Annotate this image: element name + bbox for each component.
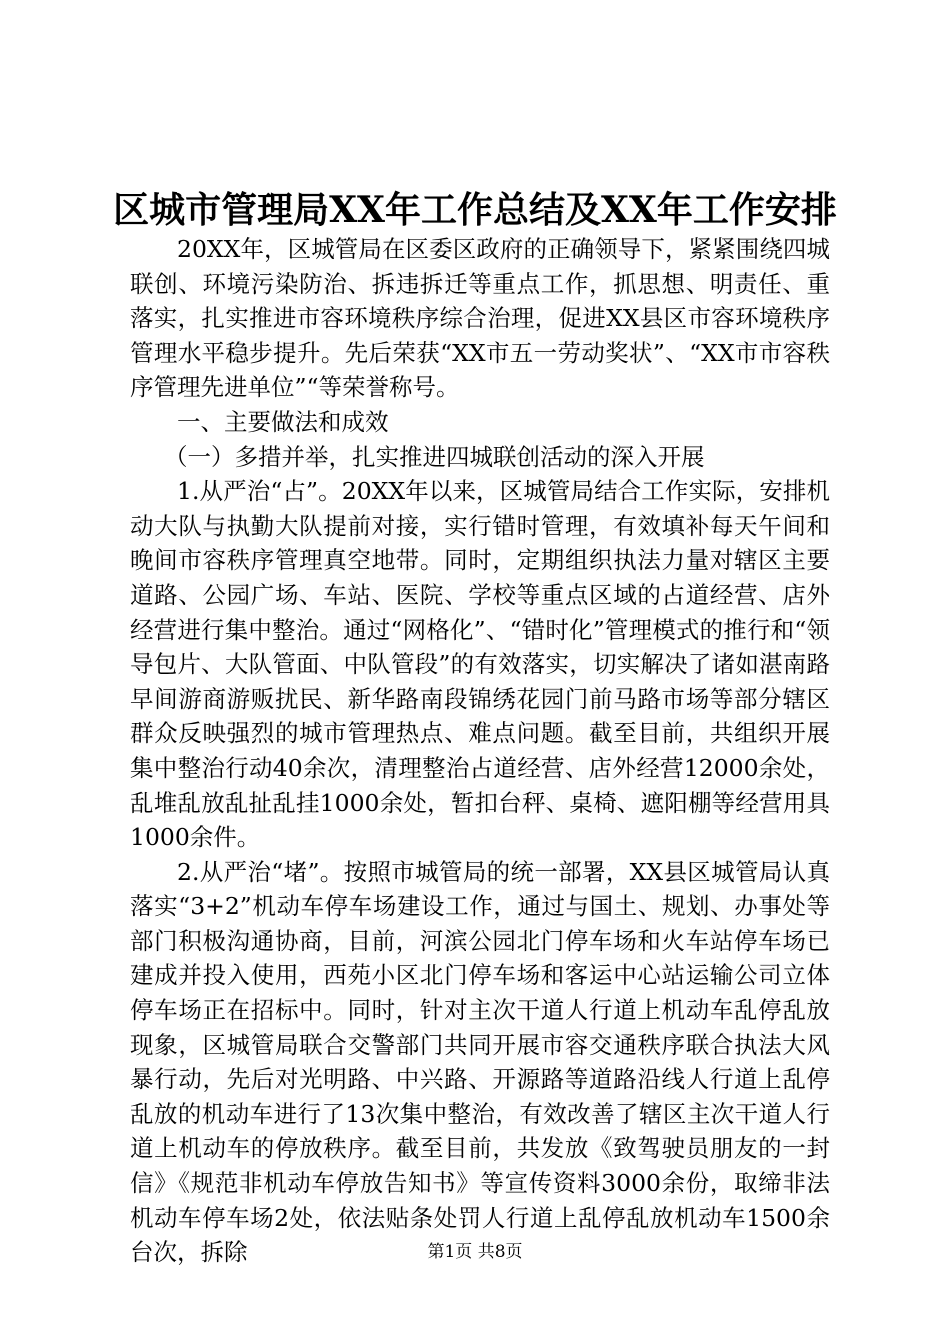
body-paragraph: 2.从严治“堵”。按照市城管局的统一部署，XX县区城管局认真落实“3+2”机动车停车场建设工作，通过与国土、规划、办事处等部门积极沟通协商，目前，河滨公园北门停车场和火车站停车场已建成并投入使用，西苑小区北门停车场和客运中心站运输公司立体停车场正在招标中。同时，针对主次干道人行道上机动车乱停乱放现象，区城管局联合交警部门共同开展市容交通秩序联合执法大风暴行动，先后对光明路、中兴路、开源路等道路沿线人行道上乱停乱放的机动车进行了13次集中整治，有效改善了辖区主次干道人行道上机动车的停放秩序。截至目前，共发放《致驾驶员朋友的一封信》《规范非机动车停放告知书》等宣传资料3000余份，取缔非法机动车停车场2处，依法贴条处罚人行道上乱停乱放机动车1500余台次，拆除 <box>130 857 830 1267</box>
document-title: 区城市管理局XX年工作总结及XX年工作安排 <box>113 189 837 231</box>
section-heading: 一、主要做法和成效 <box>177 407 389 436</box>
subsection-heading: （一）多措并举，扎实推进四城联创活动的深入开展 <box>164 442 705 471</box>
page-footer: 第1页 共8页 <box>427 1242 523 1262</box>
document-body <box>130 232 830 1270</box>
body-paragraph: 1.从严治“占”。20XX年以来，区城管局结合工作实际，安排机动大队与执勤大队提前对接，实行错时管理，有效填补每天午间和晚间市容秩序管理真空地带。同时，定期组织执法力量对辖区主要道路、公园广场、车站、医院、学校等重点区域的占道经营、店外经营进行集中整治。通过“网格化”、“错时化”管理模式的推行和“领导包片、大队管面、中队管段”的有效落实，切实解决了诸如湛南路早间游商游贩扰民、新华路南段锦绣花园门前马路市场等部分辖区群众反映强烈的城市管理热点、难点问题。截至目前，共组织开展集中整治行动40余次，清理整治占道经营、店外经营12000余处，乱堆乱放乱扯乱挂1000余处，暂扣台秤、桌椅、遮阳棚等经营用具1000余件。 <box>130 477 830 852</box>
intro-paragraph: 20XX年，区城管局在区委区政府的正确领导下，紧紧围绕四城联创、环境污染防治、拆违拆迁等重点工作，抓思想、明责任、重落实，扎实推进市容环境秩序综合治理，促进XX县区市容环境秩序管理水平稳步提升。先后荣获“XX市五一劳动奖状”、“XX市市容秩序管理先进单位”“等荣誉称号。 <box>130 235 830 402</box>
